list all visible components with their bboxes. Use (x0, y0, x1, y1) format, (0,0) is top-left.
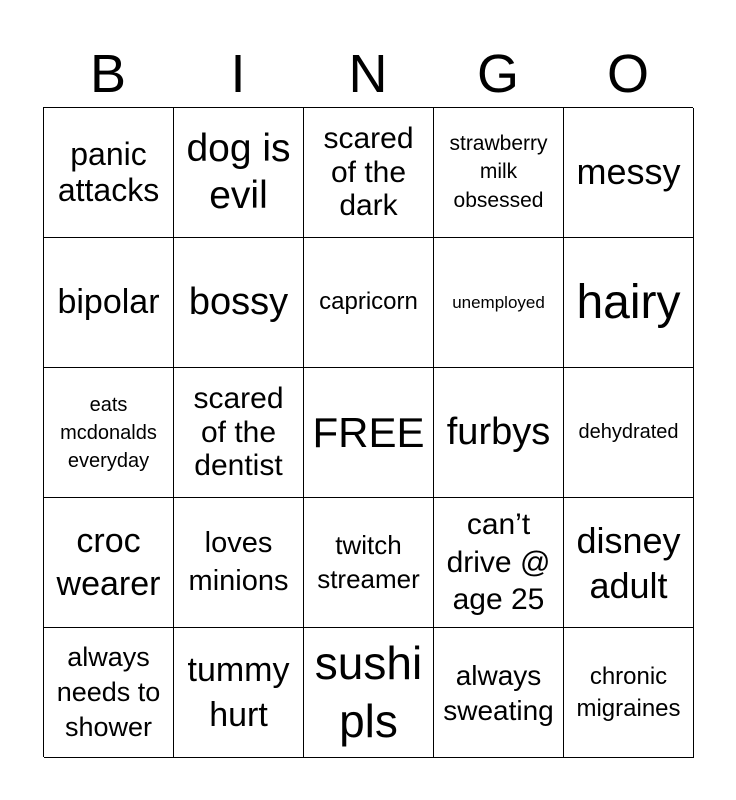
bingo-cell[interactable] (44, 368, 174, 498)
cell-label: scared of the dentist (193, 382, 284, 483)
bingo-cell[interactable] (44, 108, 174, 238)
bingo-cell[interactable] (434, 628, 564, 758)
cell-label: messy (576, 151, 681, 193)
cell-label: capricorn (319, 288, 418, 316)
bingo-cell[interactable] (174, 108, 304, 238)
cell-label: unemployed (452, 292, 545, 312)
bingo-cell[interactable] (304, 108, 434, 238)
cell-label: always sweating (443, 659, 554, 726)
cell-label: disney adult (576, 519, 681, 606)
header-letter-n: N (348, 44, 388, 104)
cell-label: furbys (446, 411, 551, 454)
bingo-cell[interactable] (564, 368, 694, 498)
cell-label: FREE (312, 408, 425, 456)
bingo-cell[interactable] (564, 498, 694, 628)
cell-label: bipolar (57, 283, 160, 322)
cell-label: chronic migraines (576, 663, 681, 722)
bingo-cell[interactable] (304, 238, 434, 368)
header-letter-o: O (606, 44, 649, 104)
cell-label: bossy (188, 281, 289, 324)
cell-label: dog is evil (186, 126, 291, 217)
cell-label: croc wearer (56, 522, 161, 603)
bingo-cell[interactable] (564, 108, 694, 238)
cell-label: panic attacks (57, 135, 160, 208)
cell-label: scared of the dark (323, 122, 414, 223)
cell-label: hairy (576, 275, 681, 329)
bingo-cell[interactable] (434, 498, 564, 628)
cell-label: can’t drive @ age 25 (446, 508, 551, 617)
cell-label: tummy hurt (187, 651, 290, 734)
bingo-cell[interactable] (434, 368, 564, 498)
cell-label: strawberry milk obsessed (449, 131, 548, 212)
cell-label: twitch streamer (317, 529, 420, 594)
bingo-cell[interactable] (564, 238, 694, 368)
cell-label: sushi pls (314, 637, 423, 747)
bingo-cell[interactable] (434, 108, 564, 238)
cell-label: eats mcdonalds everyday (60, 393, 157, 472)
header-letter-i: I (230, 44, 246, 104)
header-letter-g: G (476, 44, 519, 104)
bingo-cell[interactable] (174, 238, 304, 368)
bingo-cell[interactable] (564, 628, 694, 758)
bingo-cell[interactable] (304, 498, 434, 628)
bingo-cell[interactable] (44, 498, 174, 628)
bingo-cell[interactable] (304, 628, 434, 758)
cell-label: dehydrated (578, 421, 679, 444)
header-letter-b: B (89, 44, 127, 104)
bingo-cell[interactable] (434, 238, 564, 368)
bingo-cell[interactable] (174, 498, 304, 628)
bingo-cell[interactable] (44, 238, 174, 368)
bingo-cell[interactable] (174, 628, 304, 758)
bingo-cell[interactable] (304, 368, 434, 498)
cell-label: always needs to shower (56, 641, 161, 743)
cell-label: loves minions (188, 526, 289, 597)
bingo-cell[interactable] (174, 368, 304, 498)
bingo-board (43, 107, 693, 757)
bingo-header (43, 42, 693, 106)
bingo-cell[interactable] (44, 628, 174, 758)
